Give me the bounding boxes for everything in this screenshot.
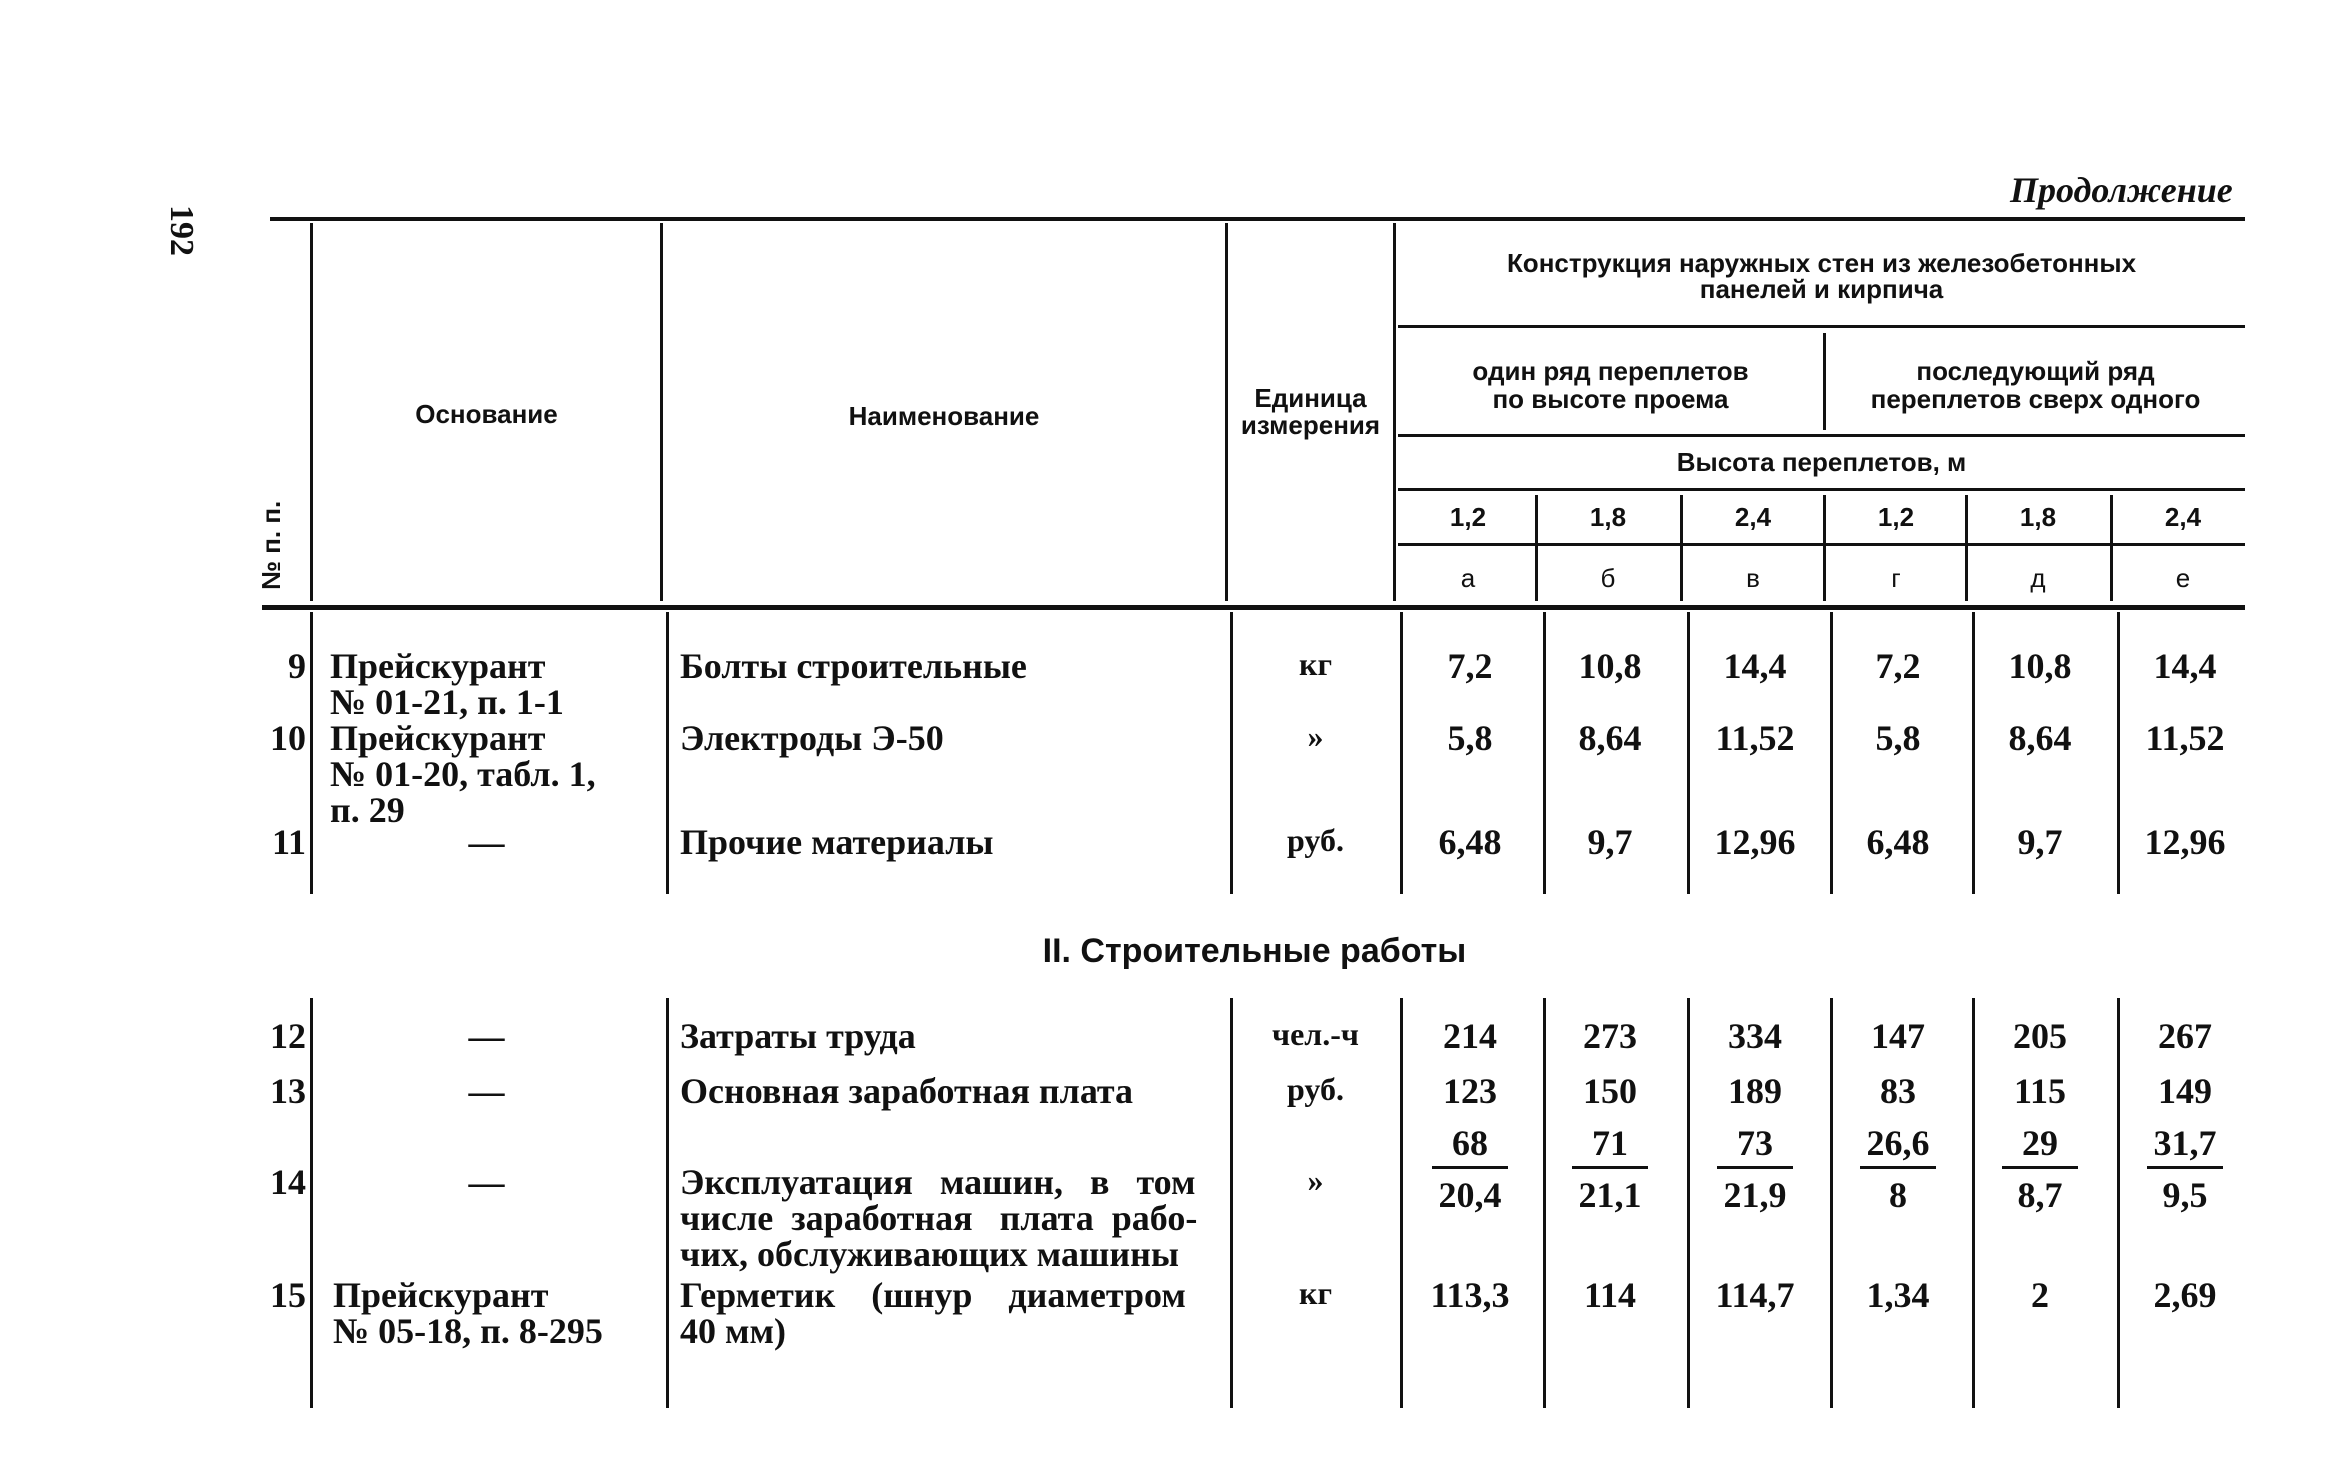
header-column-letter: е: [2175, 563, 2191, 593]
row-name: чих, обслуживающих машины: [680, 1234, 1179, 1274]
row-basis: Прейскурант: [333, 1275, 549, 1315]
row-value: 273: [1583, 1016, 1637, 1056]
row-value: 10,8: [2008, 646, 2072, 686]
header-rule: [1398, 543, 2245, 546]
row-value: 115: [2013, 1071, 2066, 1111]
row-basis: № 01-20, табл. 1,: [330, 754, 596, 794]
header-column-letter: в: [1746, 563, 1760, 593]
row-value: 6,48: [1866, 822, 1930, 862]
row-unit: кг: [1299, 1275, 1332, 1311]
row-value: 12,96: [1714, 822, 1796, 862]
row-name: числе заработная плата рабо-: [680, 1198, 1198, 1238]
row-name: Болты строительные: [680, 646, 1027, 686]
header-first-row: по высоте проема: [1492, 384, 1729, 414]
row-value: 5,8: [1447, 718, 1493, 758]
fraction-numerator: 68: [1452, 1123, 1488, 1163]
column-divider: [666, 998, 669, 1408]
row-value: 147: [1871, 1016, 1925, 1056]
row-value: 5,8: [1875, 718, 1921, 758]
row-value: 150: [1583, 1071, 1637, 1111]
row-basis: Прейскурант: [330, 718, 546, 758]
row-unit: »: [1307, 718, 1324, 754]
row-value: 8,64: [2008, 718, 2072, 758]
row-value: 2: [2031, 1275, 2049, 1315]
header-height-value: 2,4: [2164, 502, 2202, 532]
row-value: 123: [1443, 1071, 1497, 1111]
header-subsequent-row: переплетов сверх одного: [1870, 384, 2201, 414]
row-value: 267: [2158, 1016, 2212, 1056]
continuation-label: Продолжение: [2010, 170, 2233, 210]
row-value: 14,4: [2153, 646, 2217, 686]
row-basis: № 01-21, п. 1-1: [330, 682, 564, 722]
row-unit: руб.: [1287, 1071, 1344, 1107]
row-unit: кг: [1299, 646, 1332, 682]
row-value: 9,7: [1587, 822, 1633, 862]
fraction-numerator: 29: [2022, 1123, 2058, 1163]
row-basis: № 05-18, п. 8-295: [333, 1311, 603, 1351]
header-column-letter: г: [1891, 563, 1901, 593]
header-rule: [1398, 434, 2245, 437]
row-number: 10: [270, 718, 306, 758]
row-value: 214: [1443, 1016, 1497, 1056]
column-divider: [666, 612, 669, 894]
header-bottom-rule: [262, 605, 2245, 610]
header-height-value: 1,8: [1589, 502, 1627, 532]
row-number: 13: [270, 1071, 306, 1111]
row-name: Основная заработная плата: [680, 1071, 1134, 1111]
row-value: 7,2: [1447, 646, 1493, 686]
fraction-bar: [1860, 1166, 1936, 1169]
row-basis: —: [468, 1016, 505, 1056]
fraction-numerator: 26,6: [1866, 1123, 1930, 1163]
fraction-bar: [1432, 1166, 1508, 1169]
header-construction-group: панелей и кирпича: [1699, 274, 1944, 304]
row-name: Прочие материалы: [680, 822, 994, 862]
row-number: 14: [270, 1162, 306, 1202]
header-unit: Единица: [1254, 383, 1367, 413]
row-name: Электроды Э-50: [680, 718, 944, 758]
row-value: 1,34: [1866, 1275, 1930, 1315]
row-unit: »: [1307, 1162, 1324, 1198]
header-height-value: 1,2: [1449, 502, 1487, 532]
row-value: 2,69: [2153, 1275, 2217, 1315]
header-rule: [1398, 488, 2245, 491]
header-name: Наименование: [848, 401, 1040, 431]
row-unit: руб.: [1287, 822, 1344, 858]
fraction-numerator: 71: [1592, 1123, 1628, 1163]
fraction-denominator: 20,4: [1438, 1175, 1502, 1215]
table-top-rule: [270, 217, 2245, 221]
fraction-denominator: 21,9: [1723, 1175, 1787, 1215]
fraction-bar: [2002, 1166, 2078, 1169]
row-basis: —: [468, 1162, 505, 1202]
row-value: 83: [1880, 1071, 1916, 1111]
section-title: II. Строительные работы: [1042, 932, 1467, 970]
column-divider: [310, 998, 313, 1408]
header-column-letter: а: [1460, 563, 1476, 593]
header-rule: [1398, 325, 2245, 328]
row-value: 334: [1728, 1016, 1782, 1056]
row-value: 11,52: [2145, 718, 2225, 758]
row-name: Эксплуатация машин, в том: [680, 1162, 1196, 1202]
row-basis: п. 29: [330, 790, 405, 830]
header-divider: [1393, 223, 1396, 601]
row-value: 149: [2158, 1071, 2212, 1111]
header-first-row: один ряд переплетов: [1472, 356, 1749, 386]
row-name: 40 мм): [680, 1311, 787, 1351]
fraction-denominator: 9,5: [2162, 1175, 2208, 1215]
fraction-bar: [1717, 1166, 1793, 1169]
fraction-bar: [2147, 1166, 2223, 1169]
row-value: 14,4: [1723, 646, 1787, 686]
row-value: 113,3: [1430, 1275, 1510, 1315]
header-height-value: 1,8: [2019, 502, 2057, 532]
row-basis: —: [468, 822, 505, 862]
row-number: 9: [288, 646, 306, 686]
fraction-denominator: 21,1: [1578, 1175, 1642, 1215]
row-value: 9,7: [2017, 822, 2063, 862]
fraction-numerator: 73: [1737, 1123, 1773, 1163]
row-value: 114: [1583, 1275, 1636, 1315]
row-name: Герметик (шнур диаметром: [680, 1275, 1186, 1315]
row-basis: —: [468, 1071, 505, 1111]
fraction-denominator: 8,7: [2017, 1175, 2063, 1215]
header-basis: Основание: [415, 399, 558, 429]
fraction-numerator: 31,7: [2153, 1123, 2217, 1163]
header-height-value: 2,4: [1734, 502, 1772, 532]
header-construction-group: Конструкция наружных стен из железобетонных: [1506, 248, 2137, 278]
column-divider: [1230, 998, 1233, 1408]
header-height-label: Высота переплетов, м: [1676, 447, 1967, 477]
row-value: 12,96: [2144, 822, 2226, 862]
row-value: 7,2: [1875, 646, 1921, 686]
row-value: 6,48: [1438, 822, 1502, 862]
row-value: 10,8: [1578, 646, 1642, 686]
row-value: 11,52: [1715, 718, 1795, 758]
header-subsequent-row: последующий ряд: [1916, 356, 2155, 386]
row-number: 11: [271, 822, 306, 862]
row-number: 15: [270, 1275, 306, 1315]
row-unit: чел.-ч: [1272, 1016, 1359, 1052]
row-name: Затраты труда: [680, 1016, 916, 1056]
header-column-letter: б: [1600, 563, 1616, 593]
row-number: 12: [270, 1016, 306, 1056]
header-unit: измерения: [1240, 410, 1381, 440]
header-column-letter: д: [2030, 563, 2046, 593]
row-basis: Прейскурант: [330, 646, 546, 686]
row-value: 205: [2013, 1016, 2067, 1056]
row-value: 189: [1728, 1071, 1782, 1111]
row-value: 8,64: [1578, 718, 1642, 758]
fraction-denominator: 8: [1889, 1175, 1907, 1215]
page-number: 192: [163, 205, 200, 256]
header-row-number: № п. п.: [256, 500, 286, 590]
fraction-bar: [1572, 1166, 1648, 1169]
row-value: 114,7: [1715, 1275, 1795, 1315]
header-height-value: 1,2: [1877, 502, 1915, 532]
